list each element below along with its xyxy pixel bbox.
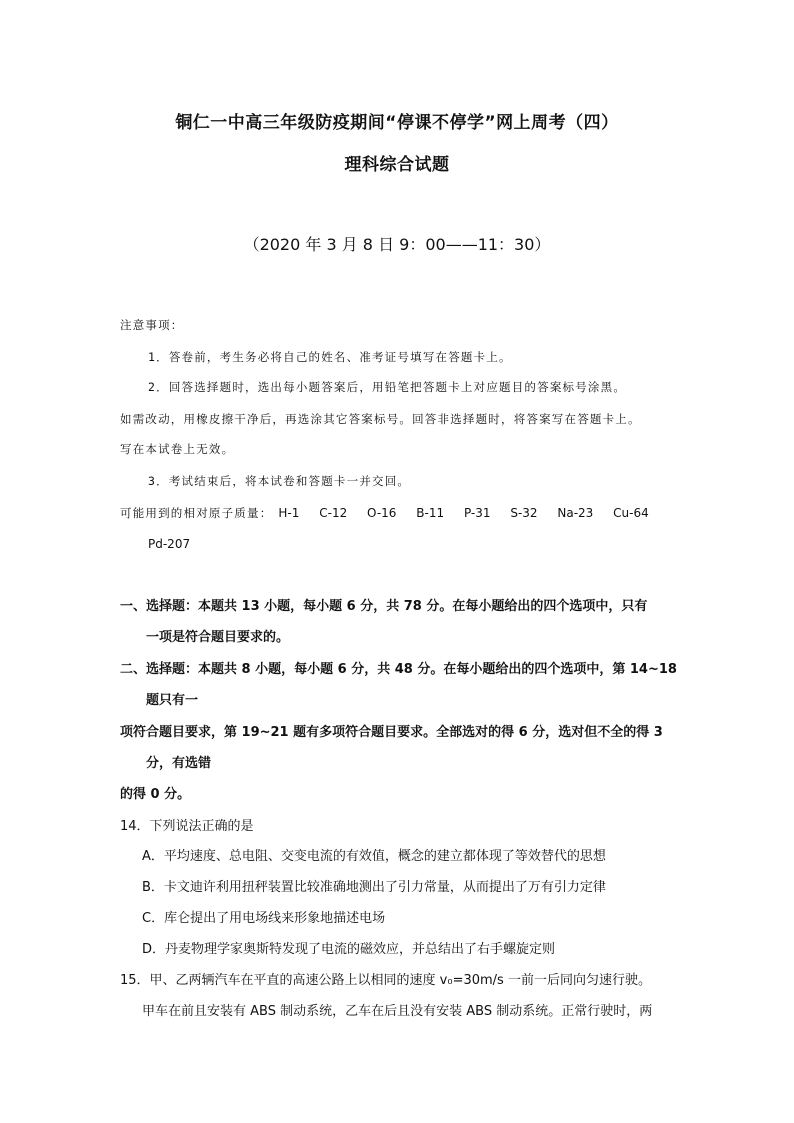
question-15-line-1: 15．甲、乙两辆汽车在平直的高速公路上以相同的速度 v₀=30m/s 一前一后同向匀速行驶。 [120, 973, 651, 988]
section-1-line-1: 一、选择题：本题共 13 小题，每小题 6 分，共 78 分。在每小题给出的四个选项中，只有 [120, 599, 648, 614]
section-2-line-1: 二、选择题：本题共 8 小题，每小题 6 分，共 48 分。在每小题给出的四个选项中，第 14~18 [120, 662, 677, 677]
mass-c: C-12 [319, 506, 348, 520]
question-14-stem: 14．下列说法正确的是 [120, 819, 254, 834]
mass-p: P-31 [463, 506, 491, 520]
section-1-line-2: 一项是符合题目要求的。 [146, 630, 290, 645]
exam-title: 铜仁一中高三年级防疫期间“停课不停学”网上周考（四） [175, 113, 619, 133]
notice-item-2-line-3: 写在本试卷上无效。 [120, 442, 235, 456]
exam-date: （2020 年 3 月 8 日 9：00——11：30） [243, 235, 551, 254]
section-2-line-5: 的得 0 分。 [120, 787, 191, 802]
notice-item-2-line-1: 2．回答选择题时，选出每小题答案后，用铅笔把答题卡上对应题目的答案标号涂黑。 [148, 380, 627, 394]
section-2-line-2: 题只有一 [146, 693, 199, 708]
notice-item-2-line-2: 如需改动，用橡皮擦干净后，再选涂其它答案标号。回答非选择题时，将答案写在答题卡上。 [120, 412, 641, 426]
mass-s: S-32 [510, 506, 538, 520]
question-14-option-d: D．丹麦物理学家奥斯特发现了电流的磁效应，并总结出了右手螺旋定则 [142, 942, 556, 957]
atomic-mass-list [278, 506, 664, 521]
mass-o: O-16 [367, 506, 397, 520]
question-14-option-a: A．平均速度、总电阻、交变电流的有效值，概念的建立都体现了等效替代的思想 [142, 849, 606, 864]
section-2-line-3: 项符合题目要求，第 19~21 题有多项符合题目要求。全部选对的得 6 分，选对但不全的得 3 [120, 725, 663, 740]
atomic-mass-label: 可能用到的相对原子质量： [120, 506, 273, 520]
mass-h: H-1 [278, 506, 300, 520]
mass-cu: Cu-64 [613, 506, 649, 520]
question-14-option-c: C．库仑提出了用电场线来形象地描述电场 [142, 911, 386, 926]
atomic-mass-line [120, 506, 690, 521]
notice-item-1: 1．答卷前，考生务必将自己的姓名、准考证号填写在答题卡上。 [148, 350, 512, 364]
section-2-line-4: 分，有选错 [146, 756, 212, 771]
mass-pd-value: Pd-207 [148, 537, 191, 551]
mass-na: Na-23 [557, 506, 594, 520]
notice-heading: 注意事项： [120, 318, 184, 332]
mass-b: B-11 [416, 506, 445, 520]
question-14-option-b: B．卡文迪许利用扭秤装置比较准确地测出了引力常量，从而提出了万有引力定律 [142, 880, 606, 895]
exam-subtitle: 理科综合试题 [344, 155, 450, 175]
question-15-line-2: 甲车在前且安装有 ABS 制动系统，乙车在后且没有安装 ABS 制动系统。正常行驶时，两 [142, 1004, 653, 1019]
notice-item-3: 3．考试结束后，将本试卷和答题卡一并交回。 [148, 474, 411, 488]
mass-pd [148, 537, 718, 552]
